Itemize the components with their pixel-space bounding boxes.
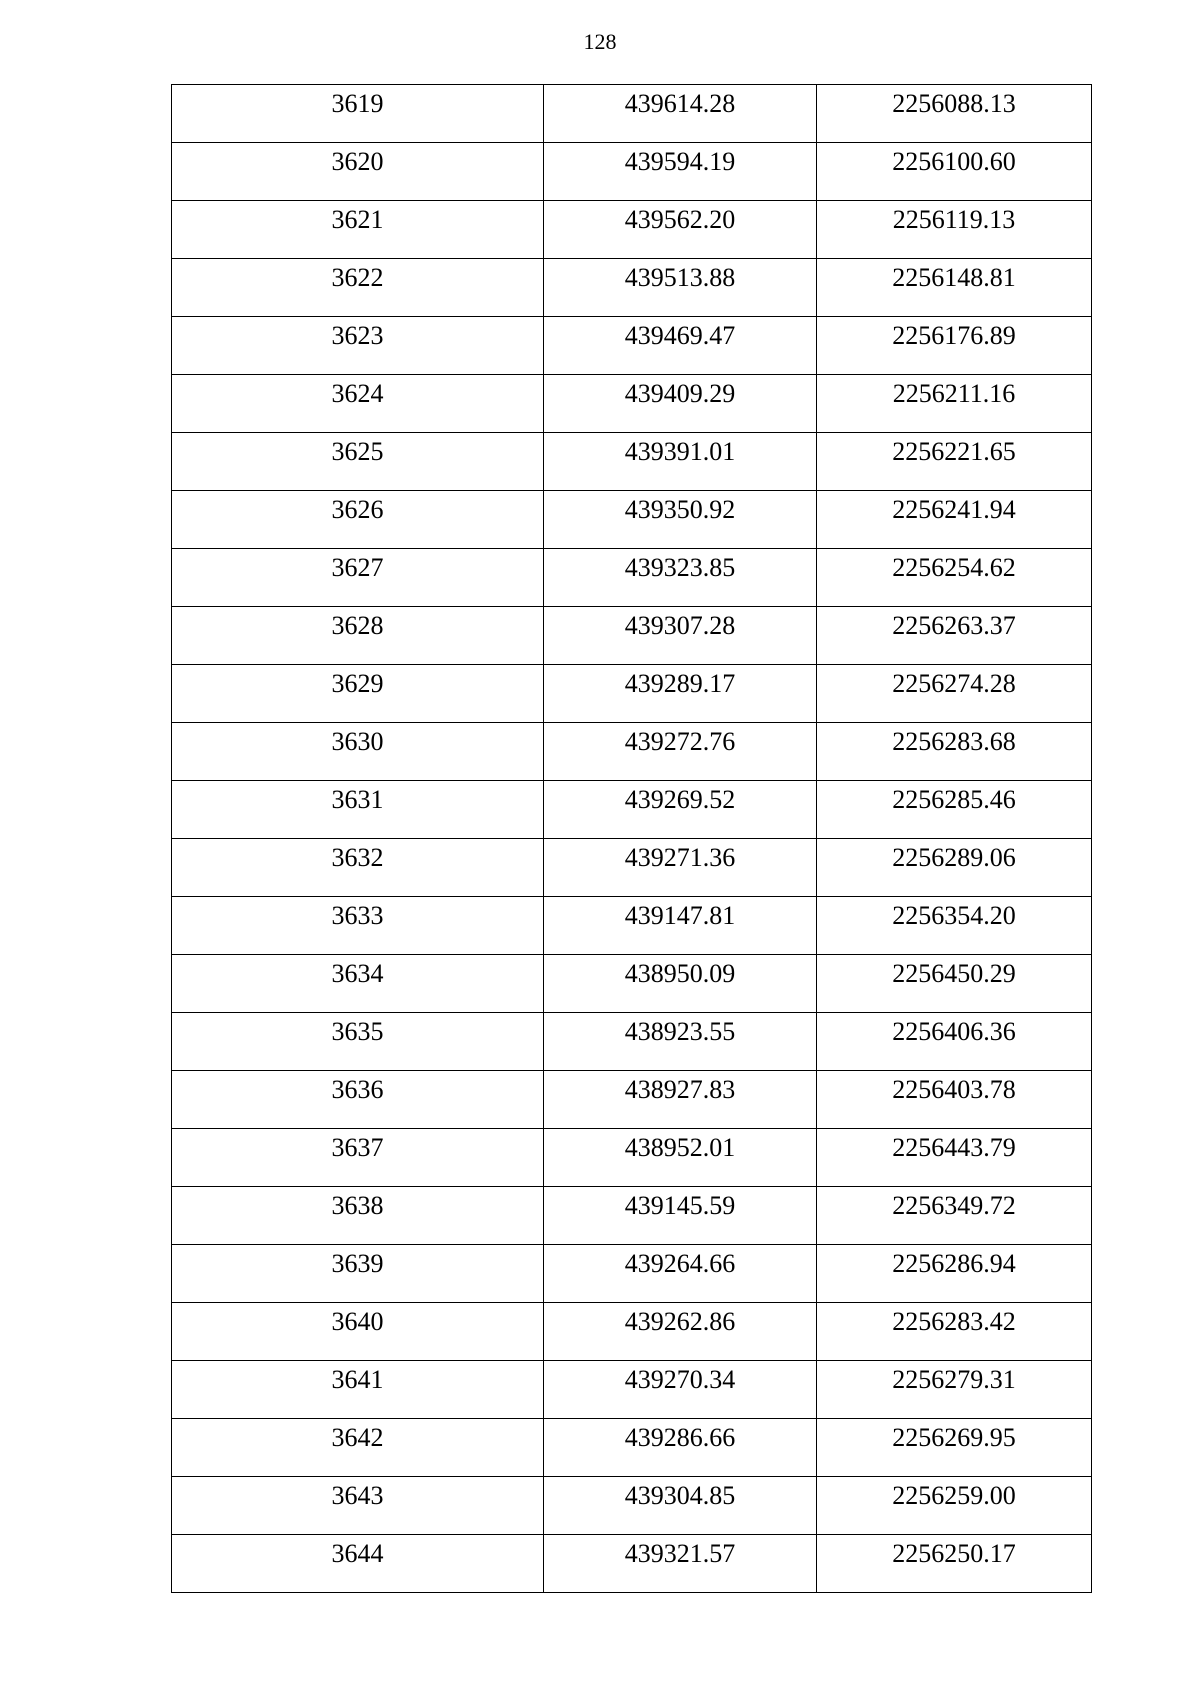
y-coordinate-cell: 2256450.29 [817, 955, 1092, 1013]
x-coordinate-cell: 439594.19 [544, 143, 817, 201]
point-id-cell: 3639 [172, 1245, 544, 1303]
x-coordinate-cell: 439307.28 [544, 607, 817, 665]
point-id-cell: 3629 [172, 665, 544, 723]
point-id-cell: 3625 [172, 433, 544, 491]
y-coordinate-cell: 2256176.89 [817, 317, 1092, 375]
table-row [172, 1361, 1092, 1419]
y-coordinate-cell: 2256286.94 [817, 1245, 1092, 1303]
point-id-cell: 3641 [172, 1361, 544, 1419]
point-id-cell: 3636 [172, 1071, 544, 1129]
x-coordinate-cell: 439270.34 [544, 1361, 817, 1419]
y-coordinate-cell: 2256148.81 [817, 259, 1092, 317]
point-id-cell: 3632 [172, 839, 544, 897]
x-coordinate-cell: 439391.01 [544, 433, 817, 491]
point-id-cell: 3630 [172, 723, 544, 781]
point-id-cell: 3644 [172, 1535, 544, 1593]
y-coordinate-cell: 2256119.13 [817, 201, 1092, 259]
y-coordinate-cell: 2256259.00 [817, 1477, 1092, 1535]
table-row [172, 839, 1092, 897]
table-row [172, 955, 1092, 1013]
table-row [172, 1303, 1092, 1361]
table-row [172, 1071, 1092, 1129]
x-coordinate-cell: 439614.28 [544, 85, 817, 143]
coordinates-table-body [172, 85, 1092, 1593]
point-id-cell: 3622 [172, 259, 544, 317]
point-id-cell: 3631 [172, 781, 544, 839]
table-row [172, 665, 1092, 723]
y-coordinate-cell: 2256283.68 [817, 723, 1092, 781]
y-coordinate-cell: 2256221.65 [817, 433, 1092, 491]
y-coordinate-cell: 2256406.36 [817, 1013, 1092, 1071]
y-coordinate-cell: 2256443.79 [817, 1129, 1092, 1187]
table-row [172, 897, 1092, 955]
x-coordinate-cell: 439304.85 [544, 1477, 817, 1535]
x-coordinate-cell: 439264.66 [544, 1245, 817, 1303]
coordinates-table [171, 84, 1092, 1593]
x-coordinate-cell: 438923.55 [544, 1013, 817, 1071]
y-coordinate-cell: 2256285.46 [817, 781, 1092, 839]
table-row [172, 1477, 1092, 1535]
x-coordinate-cell: 438950.09 [544, 955, 817, 1013]
x-coordinate-cell: 439350.92 [544, 491, 817, 549]
table-row [172, 723, 1092, 781]
x-coordinate-cell: 439409.29 [544, 375, 817, 433]
point-id-cell: 3626 [172, 491, 544, 549]
y-coordinate-cell: 2256349.72 [817, 1187, 1092, 1245]
y-coordinate-cell: 2256250.17 [817, 1535, 1092, 1593]
point-id-cell: 3634 [172, 955, 544, 1013]
y-coordinate-cell: 2256279.31 [817, 1361, 1092, 1419]
table-row [172, 1187, 1092, 1245]
y-coordinate-cell: 2256269.95 [817, 1419, 1092, 1477]
y-coordinate-cell: 2256100.60 [817, 143, 1092, 201]
y-coordinate-cell: 2256354.20 [817, 897, 1092, 955]
point-id-cell: 3642 [172, 1419, 544, 1477]
table-row [172, 491, 1092, 549]
x-coordinate-cell: 439145.59 [544, 1187, 817, 1245]
y-coordinate-cell: 2256088.13 [817, 85, 1092, 143]
table-row [172, 143, 1092, 201]
x-coordinate-cell: 439286.66 [544, 1419, 817, 1477]
table-row [172, 317, 1092, 375]
table-row [172, 1013, 1092, 1071]
x-coordinate-cell: 439469.47 [544, 317, 817, 375]
y-coordinate-cell: 2256274.28 [817, 665, 1092, 723]
point-id-cell: 3627 [172, 549, 544, 607]
point-id-cell: 3619 [172, 85, 544, 143]
point-id-cell: 3621 [172, 201, 544, 259]
table-row [172, 259, 1092, 317]
y-coordinate-cell: 2256263.37 [817, 607, 1092, 665]
table-row [172, 781, 1092, 839]
point-id-cell: 3637 [172, 1129, 544, 1187]
page-number: 128 [583, 29, 617, 54]
x-coordinate-cell: 439289.17 [544, 665, 817, 723]
x-coordinate-cell: 439321.57 [544, 1535, 817, 1593]
y-coordinate-cell: 2256403.78 [817, 1071, 1092, 1129]
table-row [172, 85, 1092, 143]
table-row [172, 433, 1092, 491]
point-id-cell: 3624 [172, 375, 544, 433]
point-id-cell: 3640 [172, 1303, 544, 1361]
y-coordinate-cell: 2256241.94 [817, 491, 1092, 549]
x-coordinate-cell: 439269.52 [544, 781, 817, 839]
x-coordinate-cell: 439262.86 [544, 1303, 817, 1361]
x-coordinate-cell: 439513.88 [544, 259, 817, 317]
point-id-cell: 3643 [172, 1477, 544, 1535]
y-coordinate-cell: 2256211.16 [817, 375, 1092, 433]
table-row [172, 201, 1092, 259]
table-row [172, 1535, 1092, 1593]
point-id-cell: 3628 [172, 607, 544, 665]
x-coordinate-cell: 438952.01 [544, 1129, 817, 1187]
point-id-cell: 3620 [172, 143, 544, 201]
x-coordinate-cell: 438927.83 [544, 1071, 817, 1129]
x-coordinate-cell: 439272.76 [544, 723, 817, 781]
x-coordinate-cell: 439562.20 [544, 201, 817, 259]
table-row [172, 375, 1092, 433]
point-id-cell: 3638 [172, 1187, 544, 1245]
point-id-cell: 3623 [172, 317, 544, 375]
y-coordinate-cell: 2256283.42 [817, 1303, 1092, 1361]
x-coordinate-cell: 439271.36 [544, 839, 817, 897]
table-row [172, 1419, 1092, 1477]
table-row [172, 549, 1092, 607]
y-coordinate-cell: 2256254.62 [817, 549, 1092, 607]
table-row [172, 607, 1092, 665]
point-id-cell: 3635 [172, 1013, 544, 1071]
table-row [172, 1129, 1092, 1187]
x-coordinate-cell: 439147.81 [544, 897, 817, 955]
table-row [172, 1245, 1092, 1303]
y-coordinate-cell: 2256289.06 [817, 839, 1092, 897]
x-coordinate-cell: 439323.85 [544, 549, 817, 607]
point-id-cell: 3633 [172, 897, 544, 955]
